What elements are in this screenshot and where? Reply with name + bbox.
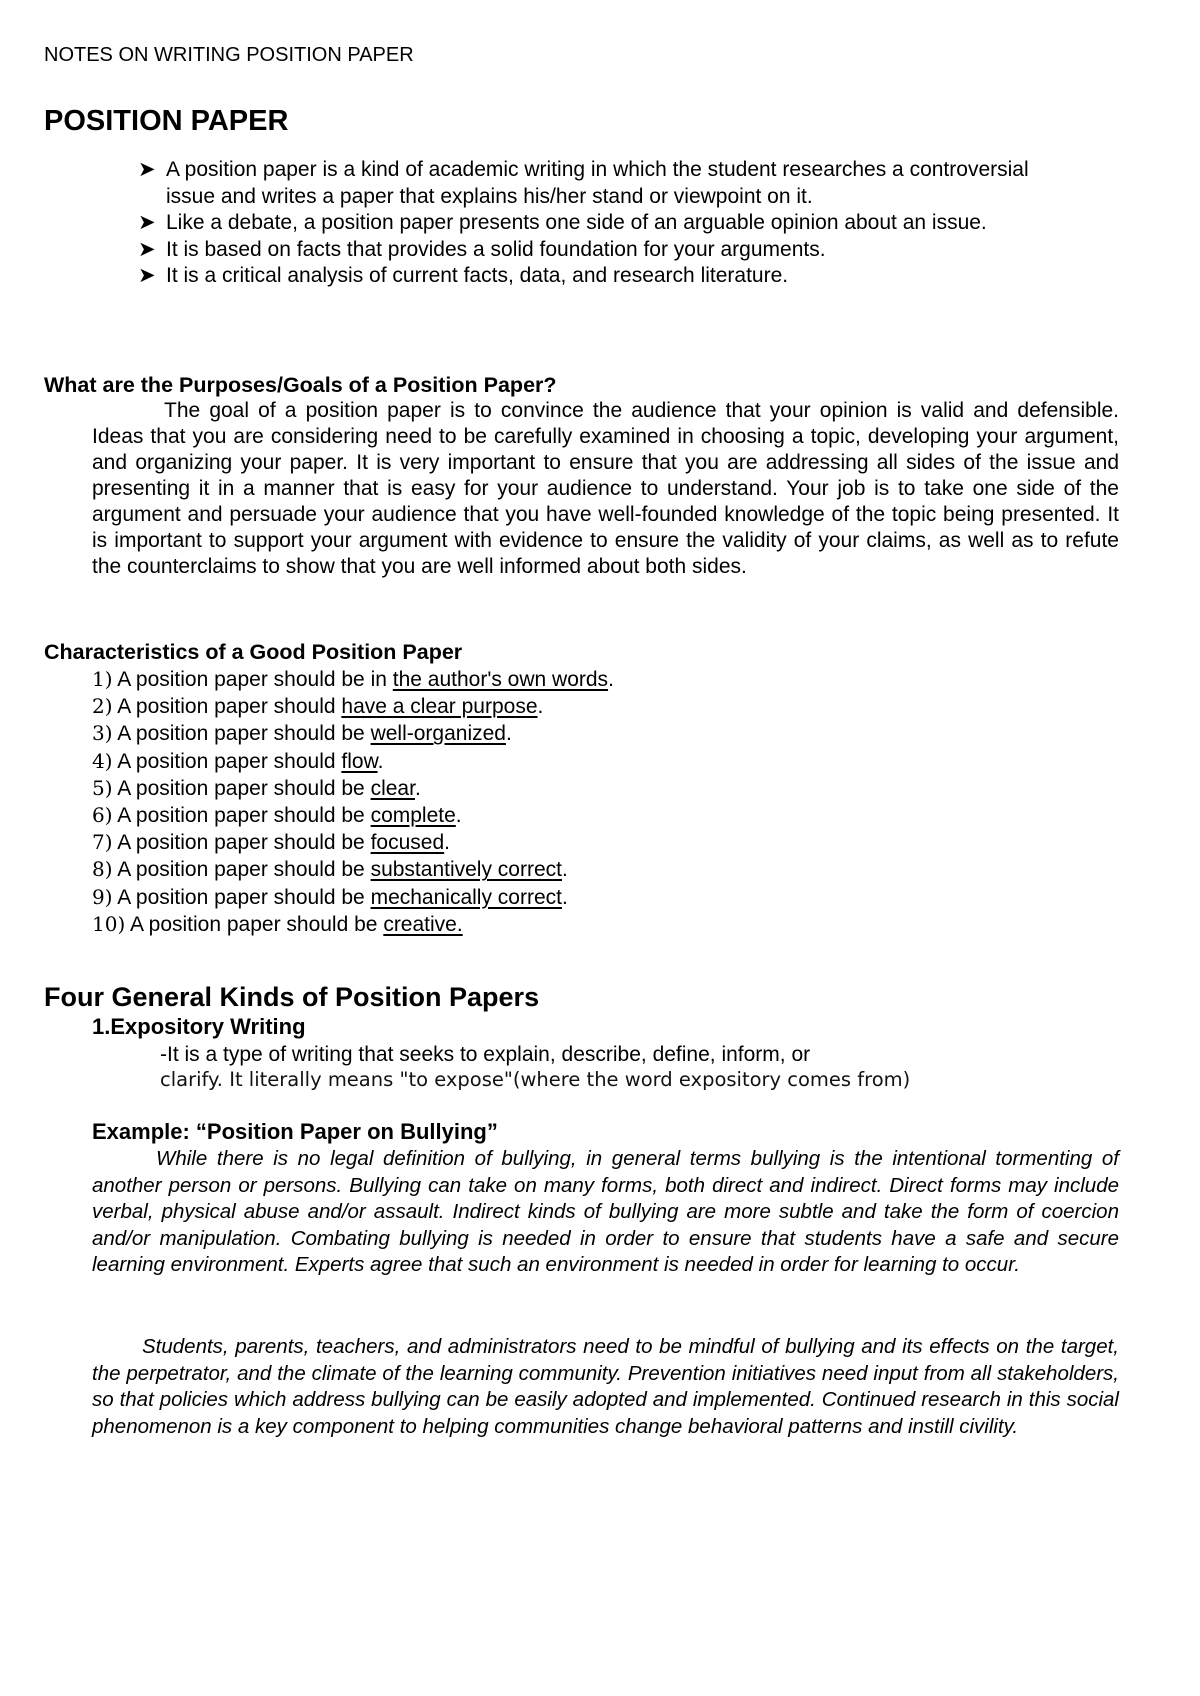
list-item	[138, 210, 1058, 237]
page-title: POSITION PAPER	[44, 105, 289, 137]
example-text-2: Students, parents, teachers, and administrators need to be mindful of bullying and its effects on the target, the perpetrator, and the climate of the learning community. Prevention initiatives need input from all stakeholders, so that policies which address bullying can be easily adopted and implemented. Continued research in this social phenomenon is a key component to helping communities change behavioral patterns and instill civility.	[92, 1335, 1119, 1438]
list-item	[138, 263, 1058, 290]
bullet-text: A position paper is a kind of academic writing in which the student researches a controversial issue and writes a paper that explains his/her stand or viewpoint on it.	[166, 158, 1029, 208]
bullet-text: It is a critical analysis of current facts, data, and research literature.	[166, 264, 789, 287]
expository-subheading: 1.Expository Writing	[92, 1014, 306, 1039]
list-item: 2) A position paper should have a clear purpose.	[92, 694, 544, 719]
example-heading: Example: “Position Paper on Bullying”	[92, 1119, 498, 1144]
list-item	[138, 157, 1058, 210]
arrow-bullet-icon: ➤	[138, 158, 156, 181]
arrow-bullet-icon: ➤	[138, 237, 156, 261]
characteristics-list	[92, 666, 614, 938]
list-item: 1) A position paper should be in the author's own words.	[92, 667, 614, 691]
arrow-bullet-icon: ➤	[138, 264, 156, 287]
expository-definition-line1: -It is a type of writing that seeks to explain, describe, define, inform, or	[160, 1043, 811, 1066]
list-item: 7) A position paper should be focused.	[92, 830, 450, 855]
characteristics-heading: Characteristics of a Good Position Paper	[44, 640, 463, 664]
list-item: 6) A position paper should be complete.	[92, 803, 462, 828]
bullet-text: It is based on facts that provides a solid foundation for your arguments.	[166, 237, 826, 261]
purposes-text: The goal of a position paper is to convince the audience that your opinion is valid and defensible. Ideas that you are considering need to be carefully examined in choosing a topic, developing your argument, and organizing your paper. It is very important to ensure that you are addressing all sides of the issue and presenting it in a manner that is easy for your audience to understand. Your job is to take one side of the argument and persuade your audience that you have well-founded knowledge of the topic being presented. It is important to support your argument with evidence to ensure the validity of your claims, as well as to refute the counterclaims to show that you are well informed about both sides.	[92, 399, 1119, 578]
example-paragraph-1	[92, 1146, 1119, 1279]
list-item: 3) A position paper should be well-organized.	[92, 721, 512, 746]
purposes-heading: What are the Purposes/Goals of a Position Paper?	[44, 373, 557, 397]
example-text-1: While there is no legal definition of bullying, in general terms bullying is the intentional tormenting of another person or persons. Bullying can take on many forms, both direct and indirect. Direct forms may include verbal, physical abuse and/or assault. Indirect kinds of bullying are more subtle and take the form of coercion and/or manipulation. Combating bullying is needed in order to ensure that students have a safe and secure learning environment. Experts agree that such an environment is needed in order for learning to occur.	[92, 1147, 1119, 1276]
header-note: NOTES ON WRITING POSITION PAPER	[44, 44, 414, 66]
list-item: 4) A position paper should flow.	[92, 748, 384, 773]
kinds-heading: Four General Kinds of Position Papers	[44, 982, 540, 1012]
example-paragraph-2	[92, 1334, 1119, 1440]
list-item: 8) A position paper should be substantively correct.	[92, 857, 568, 882]
list-item: 10) A position paper should be creative.	[92, 911, 463, 936]
list-item	[138, 237, 1058, 264]
purposes-paragraph	[92, 398, 1119, 580]
intro-bullet-list	[138, 157, 1058, 290]
bullet-text: Like a debate, a position paper presents one side of an arguable opinion about an issue.	[166, 211, 987, 234]
arrow-bullet-icon: ➤	[138, 211, 156, 234]
expository-definition-line2: clarify. It literally means "to expose"(where the word expository comes from)	[160, 1068, 911, 1091]
list-item: 5) A position paper should be clear.	[92, 775, 421, 800]
list-item: 9) A position paper should be mechanically correct.	[92, 884, 568, 909]
